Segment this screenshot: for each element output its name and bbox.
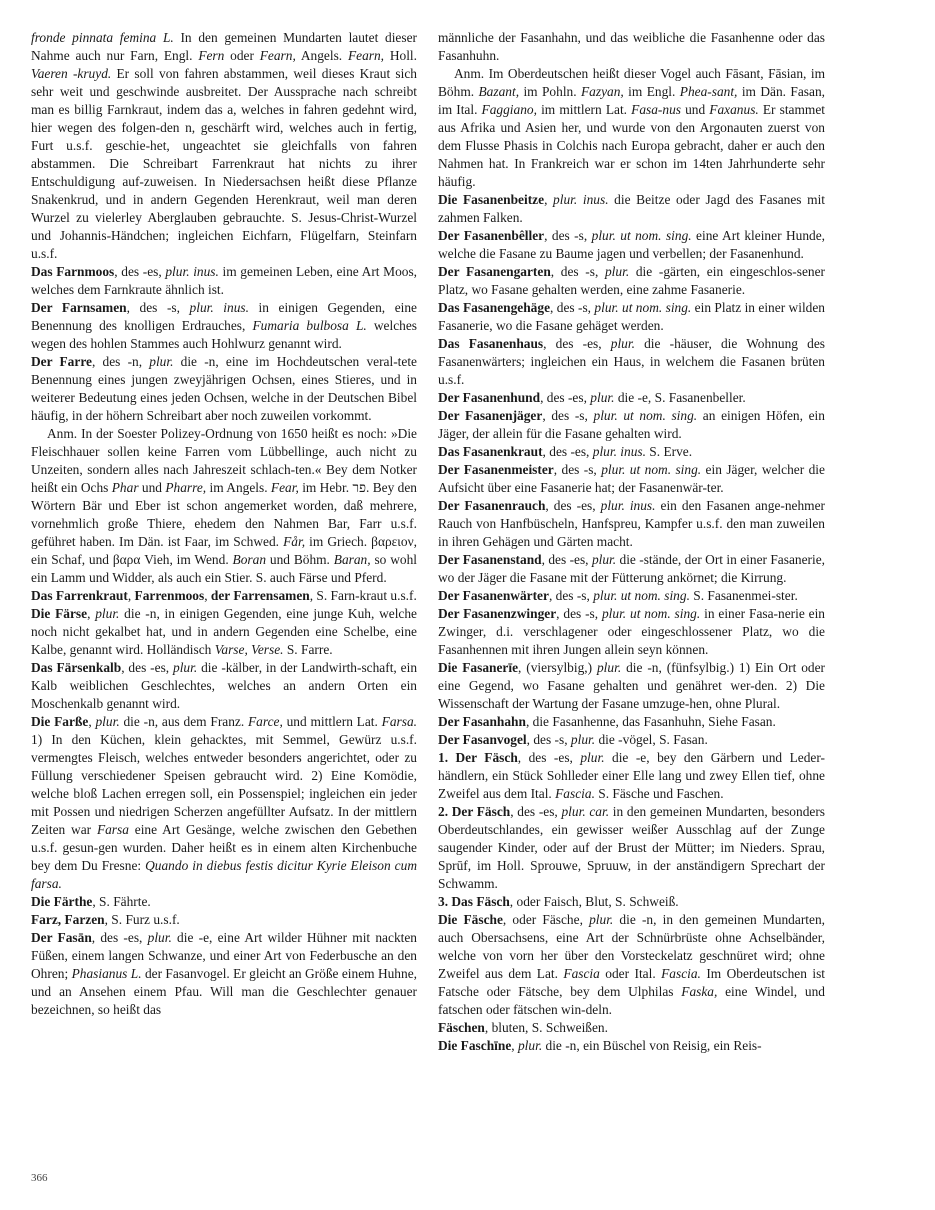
italic-text: Phasianus L. [71, 966, 142, 981]
entry-text: , die Fasanhenne, das Fasanhuhn, Siehe Fasan. [525, 714, 776, 729]
entry-text: , [544, 192, 554, 207]
entry-text: , S. Furz u.s.f. [104, 912, 180, 927]
headword: Farrenmoos [134, 588, 205, 603]
entry-text: die -n, eine im Hochdeutschen veral-tete Benennung eines jungen zweyjährigen Ochsen, eines Stieres, und in weiterer Bedeutung eines jeden Ochsen, welche in der Deutschen Bibel häufig, in der höhern Schreibart aber noch zuweilen vorkommt. [31, 354, 417, 423]
italic-text: Bazant, [478, 84, 520, 99]
entry-text: , [127, 588, 135, 603]
entry-text: S. Fäsche und Faschen. [594, 786, 724, 801]
entry-text: Er stammet aus Afrika und Asien her, und wurde von den Argonauten zuerst von dem Flusse Phasis in Colchis nach Europa gebracht, daher er auch den Nahmen hat. In Frankreich war er schon im 14ten Jahrhunderte sehr häufig. [438, 102, 825, 189]
italic-text: Fearn, [347, 48, 385, 63]
italic-text: plur. [570, 732, 596, 747]
dictionary-entry [31, 911, 417, 929]
italic-text: plur. inus. [592, 444, 646, 459]
page-number: 366 [31, 1172, 48, 1184]
entry-text: , des -es, [114, 264, 166, 279]
headword: Der Fasanenhund [438, 390, 541, 405]
dictionary-entry [438, 731, 825, 749]
italic-text: Quando in diebus festis dicitur Kyrie Eleison cum farsa. [31, 858, 417, 891]
headword: Der Fasanenstand [438, 552, 542, 567]
headword: Die Fasanenbeitze [438, 192, 545, 207]
entry-text: , [511, 1038, 518, 1053]
headword: Die Farße [31, 714, 89, 729]
dictionary-entry [438, 893, 825, 911]
entry-text: Im Oberdeutschen ist Fatsche oder Fätsche, bey dem Ulphilas [438, 966, 825, 999]
entry-text: , des -s, [542, 408, 594, 423]
dictionary-entry [438, 461, 825, 497]
italic-text: Fascia [563, 966, 600, 981]
italic-text: plur. inus. [165, 264, 219, 279]
entry-text: eine Art Gesänge, welche zwischen den Gebethen u.s.f. gesun-gen wurden. Daher heißt es in einem alten Kirchenbuche bey dem Du Fresne: [31, 822, 417, 873]
entry-text: die -n, ein Büschel von Reisig, ein Reis- [542, 1038, 762, 1053]
dictionary-entry [438, 443, 825, 461]
entry-text: im Engl. [623, 84, 680, 99]
italic-text: plur. [591, 552, 617, 567]
entry-text: S. Erve. [645, 444, 693, 459]
entry-text: die -gärten, ein eingeschlos-sener Platz, wo Fasane gehalten werden, eine zahme Fasanerie. [438, 264, 825, 297]
headword: Der Fasanenwärter [438, 588, 549, 603]
entry-text: , des -es, [545, 498, 601, 513]
entry-text: , bluten, S. Schweißen. [484, 1020, 608, 1035]
entry-text: die -e, S. Fasanenbeller. [614, 390, 746, 405]
italic-text: Fascia. [555, 786, 595, 801]
entry-text: die -stände, der Ort in einer Fasanerie, wo der Jäger die Fasane mit der Fütterung ankörnet; die Kirrung. [438, 552, 826, 585]
headword: Farz, Farzen [31, 912, 105, 927]
entry-text: , (viersylbig,) [518, 660, 597, 675]
entry-text: so wohl ein Lamm und Widder, als auch ein Stier. S. auch Färse und Pferd. [31, 552, 417, 585]
dictionary-entry [31, 893, 417, 911]
italic-text: Fascia. [661, 966, 701, 981]
entry-text: 1) In den Küchen, klein gehacktes, mit Semmel, Gewürz u.s.f. vermengtes Fleisch, welches entweder besonders angerichtet, oder zu Füllung verschiedener Speisen gebraucht wird. 2) Eine Komödie, welche bloß Lachen erregen soll, ein Possenspiel; ingleichen ein jeder mit Possen und niedrigen Scherzen angefüllter Aufsatz. In der mittlern Zeiten war [31, 732, 417, 837]
dictionary-entry [438, 29, 825, 65]
italic-text: plur. ut nom. sing. [593, 408, 698, 423]
dictionary-entry [438, 659, 825, 713]
entry-text: , des -s, [550, 264, 605, 279]
headword: Der Fasanhahn [438, 714, 526, 729]
entry-text: , des -es, [510, 804, 562, 819]
entry-text: , des -es, [121, 660, 174, 675]
headword: Die Fäsche [438, 912, 503, 927]
entry-text: , [87, 606, 96, 621]
dictionary-entry [438, 65, 825, 191]
headword: der Farrensamen [210, 588, 310, 603]
entry-text: , des -s, [544, 228, 592, 243]
dictionary-entry [438, 227, 825, 263]
dictionary-entry [438, 749, 825, 803]
italic-text: Fearn, [259, 48, 296, 63]
headword: Der Fasanvogel [438, 732, 527, 747]
headword: Der Farre [31, 354, 92, 369]
entry-text: und [680, 102, 710, 117]
italic-text: Får, [283, 534, 306, 549]
entry-text: , [204, 588, 211, 603]
italic-text: Varse, Verse. [214, 642, 284, 657]
entry-text: , S. Farn-kraut u.s.f. [309, 588, 417, 603]
entry-text: Holl. [384, 48, 417, 63]
dictionary-entry [438, 389, 825, 407]
italic-text: plur. [589, 912, 614, 927]
italic-text: plur. [95, 714, 120, 729]
dictionary-entry [438, 191, 825, 227]
entry-text: ein den Fasanen ange-nehmer Rauch von Hanfbüscheln, Hanfspreu, Kampfer u.s.f. den man zuweilen in ihren Gehägen und Gärten macht. [438, 498, 826, 549]
italic-text: Farsa [96, 822, 129, 837]
headword: Der Farnsamen [31, 300, 127, 315]
headword: Fäschen [438, 1020, 485, 1035]
headword: Das Färsenkalb [31, 660, 122, 675]
dictionary-entry [438, 587, 825, 605]
entry-text: , des -es, [543, 336, 611, 351]
entry-text: im mittlern Lat. [536, 102, 632, 117]
left-column [31, 29, 417, 1019]
entry-text: die -n, aus dem Franz. [119, 714, 248, 729]
entry-text: die -n, (fünfsylbig.) 1) Ein Ort oder eine Gegend, wo Fasane gehalten und genähret wer-den. 2) Die Wissenschaft der Wartung der Fasane umzuge-hen, ohne Plural. [438, 660, 825, 711]
entry-text: , des -n, [91, 354, 150, 369]
italic-text: Boran [232, 552, 267, 567]
italic-text: Vaeren -kruyd. [31, 66, 112, 81]
entry-text: , des -s, [548, 588, 594, 603]
italic-text: plur. [95, 606, 120, 621]
italic-text: plur. [610, 336, 635, 351]
italic-text: plur. inus. [553, 192, 609, 207]
entry-text: oder [224, 48, 260, 63]
entry-text: In den gemeinen Mundarten lautet dieser Nahme auch nur Farn, Engl. [31, 30, 417, 63]
entry-text: und Böhm. [266, 552, 334, 567]
dictionary-entry [438, 803, 825, 893]
italic-text: plur. [517, 1038, 543, 1053]
dictionary-entry [31, 353, 417, 425]
italic-text: plur. inus. [600, 498, 656, 513]
italic-text: Phea-sant, [679, 84, 738, 99]
dictionary-entry [31, 713, 417, 893]
italic-text: plur. [173, 660, 198, 675]
entry-text: S. Fasanenmei-ster. [689, 588, 798, 603]
headword: Der Fasanengarten [438, 264, 551, 279]
headword: Der Fasanenzwinger [438, 606, 557, 621]
italic-text: Faska, [681, 984, 718, 999]
entry-text: S. Farre. [283, 642, 333, 657]
entry-text: , [88, 714, 96, 729]
italic-text: Fasa-nus [631, 102, 681, 117]
entry-text: Anm. In der Soester Polizey-Ordnung von 1650 heißt es noch: »Die Fleischhauer sollen keine Farren vom Lübbellinge, auch nicht zu Unzeiten, sondern alles nach Jahreszeit schlach-ten.« Bey dem Notker heißt ein Ochs [31, 426, 417, 495]
headword: Das Fasanenkraut [438, 444, 543, 459]
headword: 3. Das Fäsch [438, 894, 510, 909]
entry-text: , des -s, [553, 462, 602, 477]
italic-text: fronde pinnata femina L. [31, 30, 174, 45]
dictionary-entry [31, 263, 417, 299]
entry-text: der Fasanvogel. Er gleicht an Größe einem Huhne, und an Ansehen einem Pfau. Will man die Geschlechter genauer bezeichnen, so heißt das [31, 966, 417, 1017]
entry-text: , des -es, [91, 930, 148, 945]
dictionary-entry [438, 911, 825, 1019]
dictionary-entry [438, 407, 825, 443]
entry-text: im Pohln. [519, 84, 581, 99]
entry-text: in einigen Gegenden, eine Benennung des knolligen Erdrauches, [31, 300, 418, 333]
dictionary-entry [31, 659, 417, 713]
dictionary-entry [31, 299, 417, 353]
entry-text: welches wegen des hohlen Stammes auch Hohlwurz genannt wird. [31, 318, 417, 351]
entry-text: die -n, in den gemeinen Mundarten, auch Obersachsens, eine Art der Schnürbrüste ohne Achselbänder, welche von vorn her über den Vorsteckelatz geschnüret wird; ohne Zweifel aus dem Lat. [438, 912, 825, 981]
entry-text: die -e, bey den Gärbern und Leder-händlern, ein Stück Sohlleder einer Elle lang und zwey Ellen tief, ohne Zweifel aus dem Ital. [438, 750, 825, 801]
dictionary-entry [31, 29, 417, 263]
entry-text: eine Windel, und fatschen oder fätschen win-deln. [438, 984, 825, 1017]
dictionary-entry [438, 263, 825, 299]
italic-text: plur. [147, 930, 172, 945]
entry-text: , des -es, [517, 750, 581, 765]
headword: Das Fasanenhaus [438, 336, 544, 351]
entry-text: männliche der Fasanhahn, und das weibliche die Fasanhenne oder das Fasanhuhn. [438, 30, 825, 63]
dictionary-entry [438, 713, 825, 731]
entry-text: , oder Faisch, Blut, S. Schweiß. [509, 894, 679, 909]
entry-text: , des -es, [540, 390, 591, 405]
entry-text: im Hebr. פר. Bey den Wörtern Bär und Eber ist schon angemerket worden, daß mehrere, vornehmlich große Thiere, ehedem den Nahmen Bar, Farr u.s.f. geführet haben. Im Dän. ist Faar, im Schwed. [31, 480, 418, 549]
entry-text: , oder Fäsche, [502, 912, 590, 927]
headword: Der Fasanenrauch [438, 498, 546, 513]
headword: Der Fasanenbêller [438, 228, 545, 243]
headword: Die Faschīne [438, 1038, 512, 1053]
entry-text: Er soll von fahren abstammen, weil dieses Kraut sich sehr weit und geschwinde ausbreitet. Der Aussprache nach schreibt man es billig Farnkraut, indem das a, welches in fahren gedehnt wird, hier wegen des folgen-den n, geschärft wird, welches auch in fertig, Furt u.s.f. geschie-het, ungeachtet sie gleichfalls von fahren abstammen. Die Schreibart Farrenkraut hat nichts zu ihrer Entschuldigung auf-zuweisen. In Niedersachsen heißt diese Pflanze Snakenkrud, und in andern Gegenden Herenkraut, weil man deren Wurzel zu vielerley Aberglauben gebrauchte. S. Jesus-Christ-Wurzel und Johannis-Händchen; ingleichen Eichfarn, Flügelfarn, Steinfarn u.s.f. [31, 66, 417, 261]
right-column [438, 29, 825, 1055]
entry-text: , des -es, [541, 552, 592, 567]
entry-text: oder Ital. [599, 966, 662, 981]
entry-text: ein Platz in einer wilden Fasanerie, wo die Fasane gehäget werden. [438, 300, 825, 333]
dictionary-entry [31, 929, 417, 1019]
entry-text: ein Jäger, welcher die Aufsicht über eine Fasanerie hat; der Fasanenwär-ter. [438, 462, 825, 495]
italic-text: Faxanus. [709, 102, 759, 117]
italic-text: plur. inus. [189, 300, 249, 315]
entry-text: Anm. Im Oberdeutschen heißt dieser Vogel auch Fāsant, Fāsian, im Böhm. [438, 66, 825, 99]
entry-text: , des -s, [556, 606, 602, 621]
dictionary-entry [438, 1019, 825, 1037]
entry-text: die -kälber, in der Landwirth-schaft, ein Kalb weiblichen Geschlechtes, welches an andern Orten ein Moschenkalb genannt wird. [31, 660, 418, 711]
italic-text: plur. ut nom. sing. [591, 228, 692, 243]
headword: Das Farrenkraut [31, 588, 128, 603]
italic-text: Fern [198, 48, 225, 63]
entry-text: im Angels. [206, 480, 271, 495]
italic-text: plur. ut nom. sing. [601, 606, 701, 621]
entry-text: , S. Fährte. [92, 894, 151, 909]
italic-text: plur. ut nom. sing. [593, 588, 690, 603]
italic-text: plur. [604, 264, 630, 279]
entry-text: , des -s, [550, 300, 595, 315]
entry-text: im Griech. βαρειον, ein Schaf, und βαρα Vieh, im Wend. [31, 534, 417, 567]
italic-text: Fear, [270, 480, 299, 495]
italic-text: Phar [111, 480, 139, 495]
entry-text: und [138, 480, 166, 495]
entry-text: in den gemeinen Mundarten, besonders Oberdeutschlandes, ein gewisser weißer Ausschlag auf der Zunge saugender Kinder, oder auf der Brust der Mütter; im Nieders. Sprau, Sprūf, im Holl. Sprouwe, Spruuw, in der anständigern Sprechart der Schwamm. [438, 804, 826, 891]
headword: Das Fasanengehäge [438, 300, 551, 315]
italic-text: Fumaria bulbosa L. [252, 318, 367, 333]
entry-text: eine Art kleiner Hunde, welche die Fasane zu Baume jagen und verbellen; der Fasanenhund. [438, 228, 826, 261]
italic-text: plur. [580, 750, 605, 765]
entry-text: , des -s, [526, 732, 571, 747]
headword: Der Fasanenmeister [438, 462, 554, 477]
dictionary-entry [438, 1037, 825, 1055]
entry-text: und mittlern Lat. [282, 714, 382, 729]
dictionary-entry [31, 425, 417, 587]
headword: Der Fasanenjäger [438, 408, 543, 423]
dictionary-entry [438, 551, 825, 587]
entry-text: die -häuser, die Wohnung des Fasanenwärters; ingleichen ein Haus, in welchem die Fasanen brüten u.s.f. [438, 336, 825, 387]
dictionary-entry [438, 605, 825, 659]
italic-text: Pharre, [165, 480, 207, 495]
headword: Die Färse [31, 606, 88, 621]
entry-text: die -e, eine Art wilder Hühner mit nackten Füßen, einem langen Schwanze, und einer Art von Federbusche an den Ohren; [31, 930, 417, 981]
entry-text: Angels. [295, 48, 348, 63]
entry-text: , des -s, [126, 300, 190, 315]
entry-text: an einigen Höfen, ein Jäger, der allein für die Fasane gehalten wird. [438, 408, 825, 441]
headword: 1. Der Fäsch [438, 750, 518, 765]
italic-text: Fazyan, [581, 84, 624, 99]
entry-text: im gemeinen Leben, eine Art Moos, welches dem Farnkraute ähnlich ist. [31, 264, 418, 297]
dictionary-entry [438, 335, 825, 389]
entry-text: im Dän. Fasan, im Ital. [438, 84, 826, 117]
headword: Das Farnmoos [31, 264, 115, 279]
italic-text: plur. [149, 354, 174, 369]
entry-text: , des -es, [542, 444, 593, 459]
italic-text: Farce, [248, 714, 283, 729]
italic-text: plur. [596, 660, 622, 675]
entry-text: die -n, in einigen Gegenden, eine junge Kuh, welche noch nicht gekalbet hat, und in andern Gegenden eine Schelbe, eine Kalbe, genannt wird. Holländisch [31, 606, 418, 657]
headword: Die Färthe [31, 894, 93, 909]
headword: Die Fasanerīe [438, 660, 519, 675]
italic-text: Baran, [333, 552, 371, 567]
entry-text: die Beitze oder Jagd des Fasanes mit zahmen Falken. [438, 192, 826, 225]
headword: 2. Der Fäsch [438, 804, 511, 819]
dictionary-entry [438, 299, 825, 335]
headword: Der Fasān [31, 930, 92, 945]
entry-text: die -vögel, S. Fasan. [595, 732, 708, 747]
dictionary-entry [31, 587, 417, 605]
italic-text: plur. ut nom. sing. [601, 462, 702, 477]
dictionary-entry [438, 497, 825, 551]
italic-text: Farsa. [381, 714, 417, 729]
italic-text: Faggiano, [481, 102, 537, 117]
italic-text: plur. [590, 390, 615, 405]
italic-text: plur. ut nom. sing. [594, 300, 692, 315]
dictionary-entry [31, 605, 417, 659]
entry-text: in einer Fasa-nerie ein Zwinger, d.i. verschlagener oder eingeschlossener Platz, wo die Fasanhennen mit ihren Jungen allein seyn können. [438, 606, 825, 657]
italic-text: plur. car. [561, 804, 610, 819]
